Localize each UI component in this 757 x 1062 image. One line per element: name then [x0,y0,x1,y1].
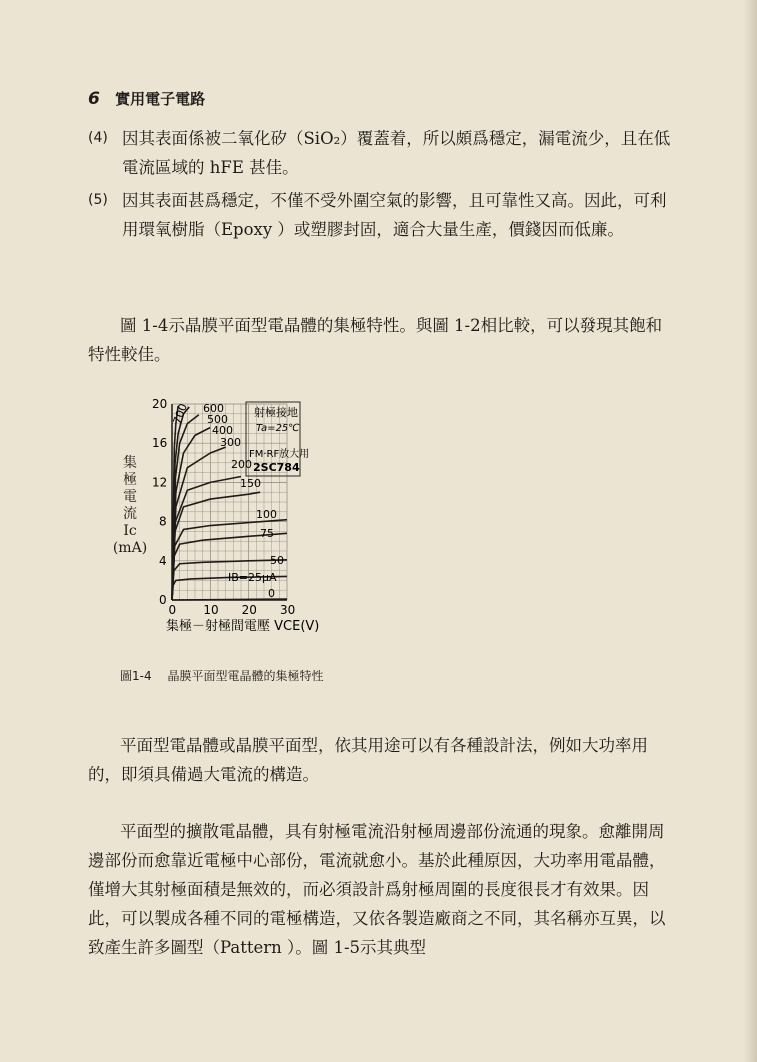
figure-caption [120,667,335,684]
figure-caption-text: 晶膜平面型電晶體的集極特性 [167,669,324,683]
series-label: 600 [203,402,224,415]
list-marker: (5) [88,192,108,208]
y-tick-label: 4 [159,553,167,568]
x-axis-label: 集極－射極間電壓 VCE(V) [166,619,320,634]
paragraph: 圖 1-4示晶膜平面型電晶體的集極特性。與圖 1-2相比較，可以發現其飽和特性較佳。 [88,316,663,364]
y-label-line: Ic [123,523,137,539]
list-marker: (4) [88,130,108,146]
list-item-text: 因其表面係被二氧化矽（SiO₂）覆蓋着，所以頗爲穩定，漏電流少，且在低電流區域的 hFE 甚佳。 [122,129,671,177]
series-label: 700 [170,401,191,427]
series-label: 200 [231,458,252,471]
paragraph: 平面型電晶體或晶膜平面型，依其用途可以有各種設計法，例如大功率用的，即須具備過大電流的構造。 [88,736,648,784]
y-label-line: 集 [123,455,137,471]
x-tick-label: 0 [168,603,177,617]
x-tick-label: 10 [203,603,219,617]
series-label: 400 [212,424,233,437]
series-label: IB=25μA [228,571,277,584]
y-label-line: 電 [123,489,137,505]
annotation-text: 2SC784 [253,461,300,474]
annotation-text: FM·RF放大用 [249,449,310,460]
series-label: 0 [268,587,275,600]
y-tick-label: 12 [152,475,168,490]
x-tick-label: 20 [241,603,257,617]
series-label: 300 [220,436,241,449]
series-label: 500 [207,413,228,426]
series-label: 150 [240,477,261,490]
y-tick-label: 16 [152,436,168,451]
series-label: 75 [260,527,274,540]
series-label: 100 [256,508,277,521]
figure-number: 圖1-4 [120,669,152,683]
paragraph: 平面型的擴散電晶體，具有射極電流沿射極周邊部份流通的現象。愈離開周邊部份而愈靠近電極中心部份，電流就愈小。基於此種原因，大功率用電晶體，僅增大其射極面積是無效的，而必須設計爲射極周圍的長度很長才有效果。因此，可以製成各種不同的電極構造，又依各製造廠商之不同，其名稱亦互異，以致產生許多圖型（Pattern ）。圖 1-5示其典型 [88,822,666,957]
series-label: 50 [270,554,284,567]
book-title: 實用電子電路 [115,90,206,108]
annotation-text: 射極接地 [254,406,298,419]
page-number: 6 [88,89,100,109]
y-tick-label: 0 [159,593,167,607]
list-item-text: 因其表面甚爲穩定，不僅不受外圍空氣的影響，且可靠性又高。因此，可利用環氧樹脂（Epoxy ）或塑膠封固，適合大量生產，價錢因而低廉。 [122,191,667,239]
y-tick-label: 20 [152,397,168,411]
annotation-text: Ta=25℃ [256,423,300,434]
x-tick-label: 30 [280,603,296,617]
y-label-line: (mA) [112,540,148,556]
y-label-line: 流 [123,506,137,522]
y-tick-label: 8 [159,514,167,529]
y-label-line: 極 [123,472,137,488]
